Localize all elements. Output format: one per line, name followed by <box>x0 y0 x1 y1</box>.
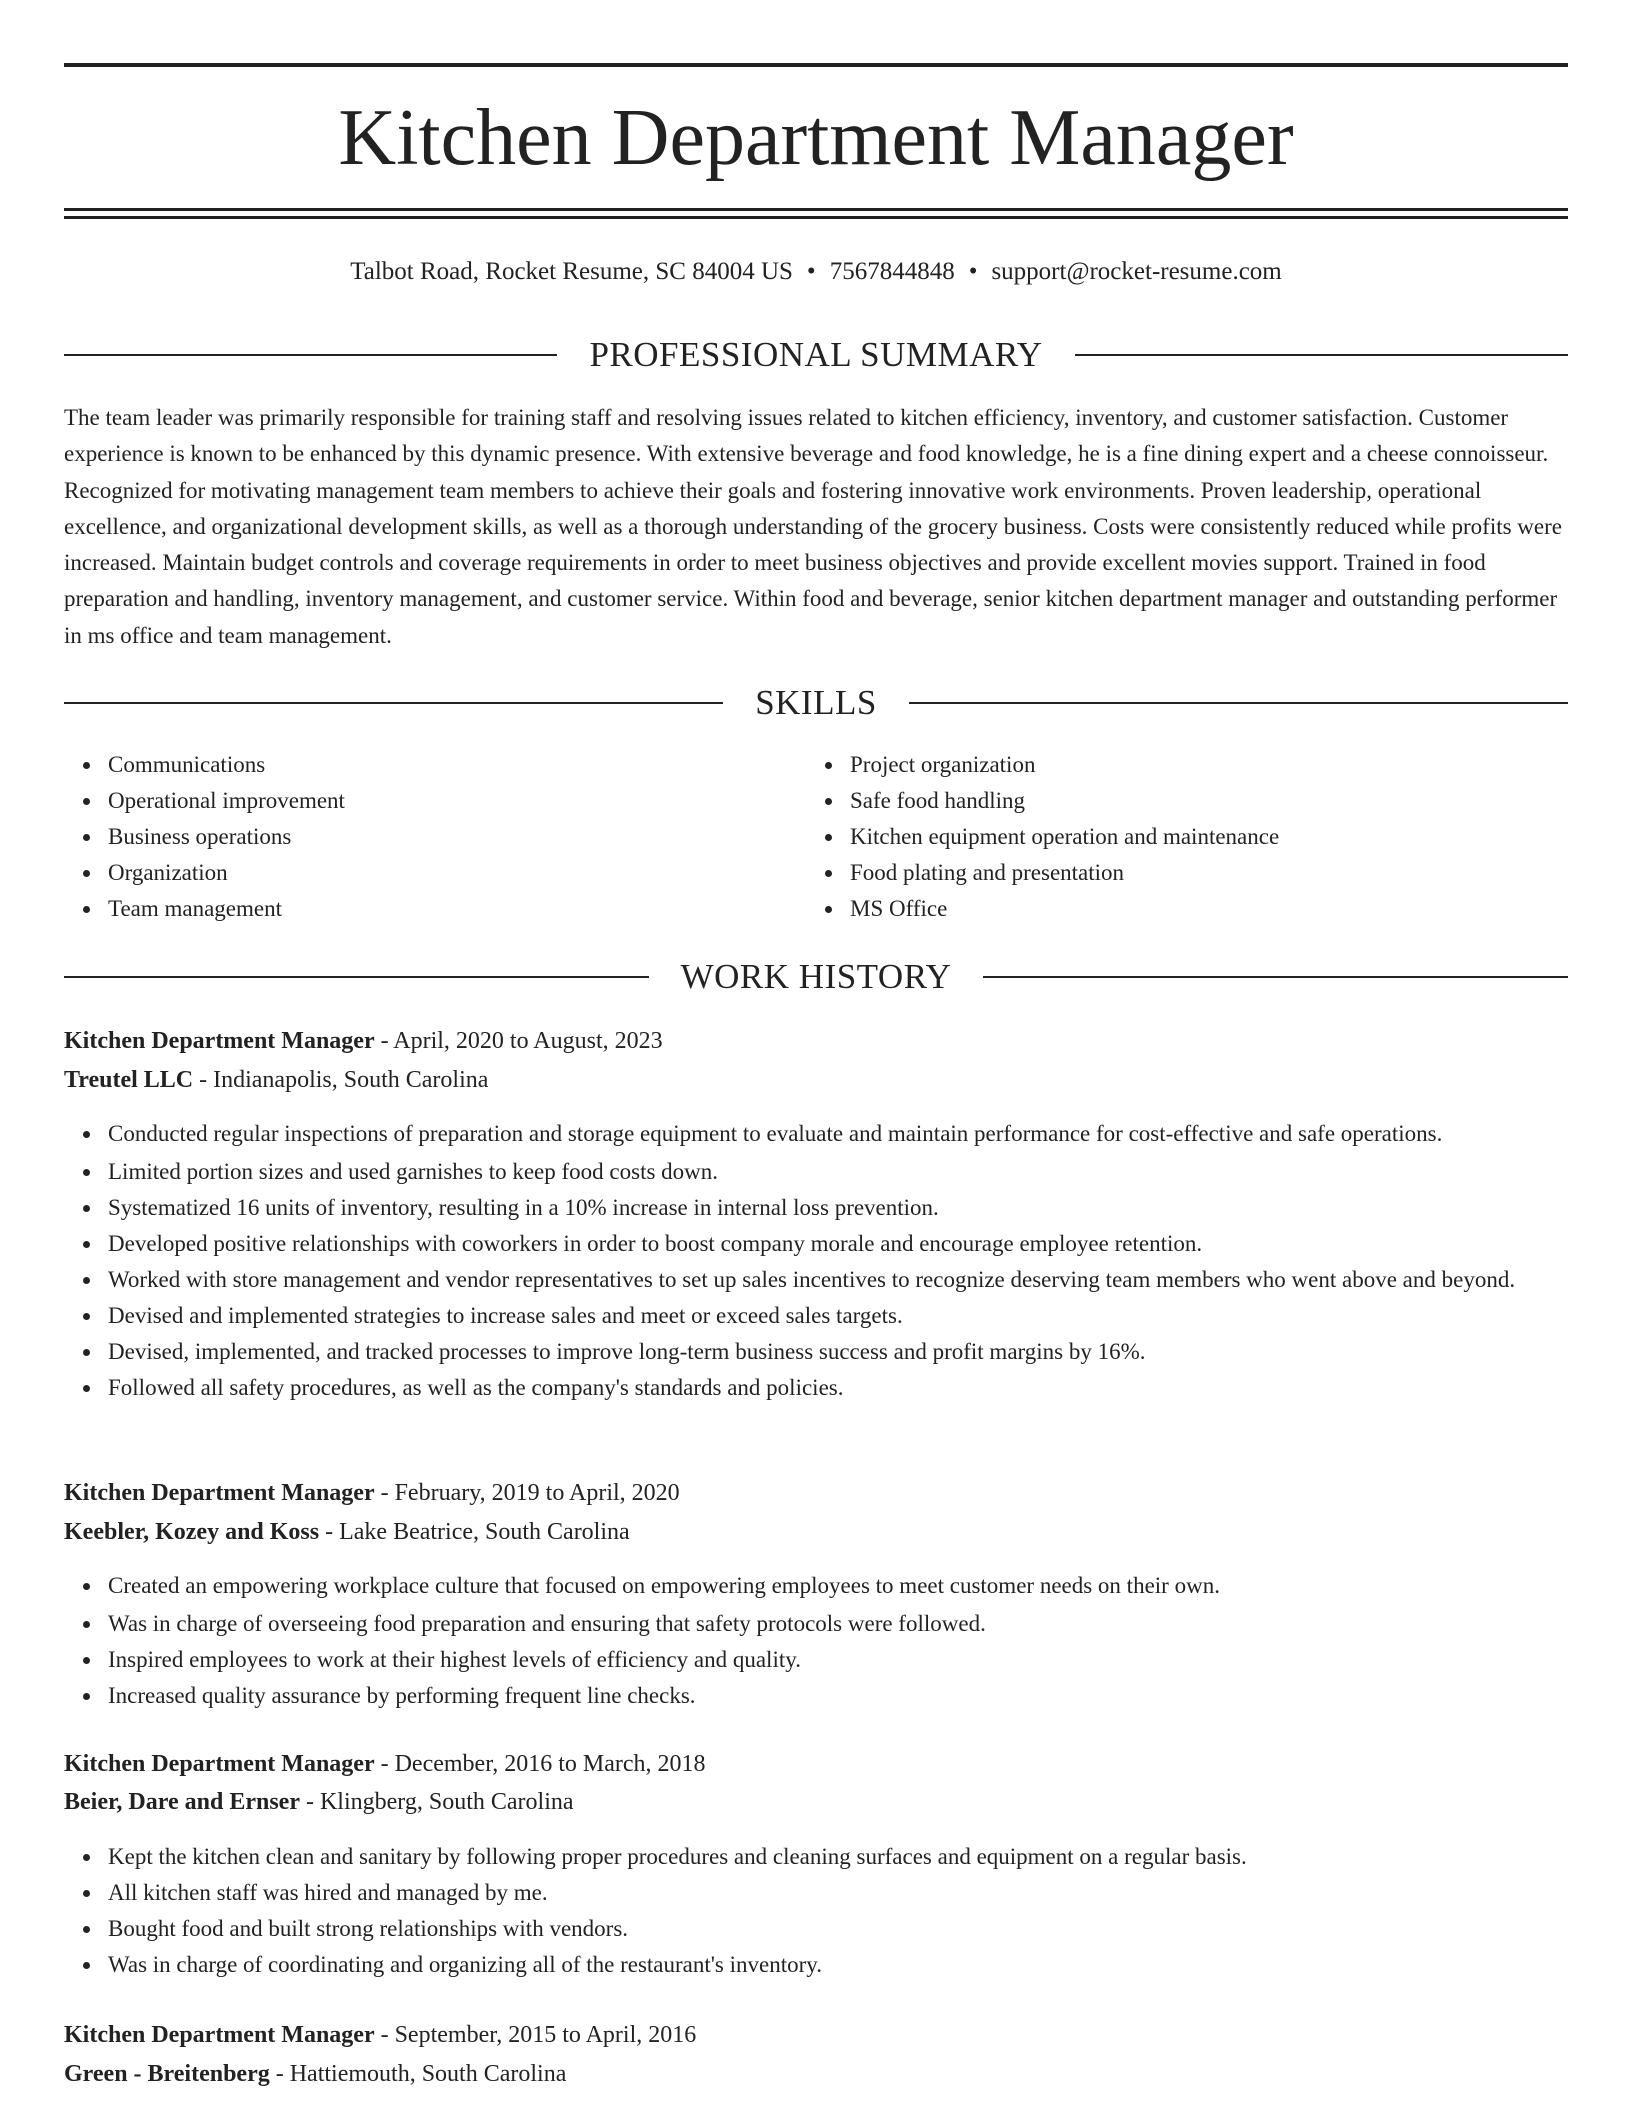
job-title-line <box>64 1022 1568 1061</box>
skill-item: Team management <box>108 891 850 927</box>
job-title-line <box>64 1745 1568 1784</box>
job-duty: Worked with store management and vendor representatives to set up sales incentives to recognize deserving team members who went above and beyond. <box>108 1262 1568 1298</box>
job-duty: Created an empowering workplace culture that focused on empowering employees to meet customer needs on their own. <box>108 1568 1568 1606</box>
job-dates: - April, 2020 to August, 2023 <box>374 1028 663 1054</box>
heading-rule-left <box>64 976 649 978</box>
heading-rule-right <box>983 976 1568 978</box>
job-company: Green - Breitenberg <box>64 2061 270 2087</box>
heading-rule-left <box>64 354 557 356</box>
job-title: Kitchen Department Manager <box>64 2022 375 2048</box>
job-duty: Bought food and built strong relationships with vendors. <box>108 1911 1568 1947</box>
job-duty: Inspired employees to work at their highest levels of efficiency and quality. <box>108 1642 1568 1678</box>
job-title: Kitchen Department Manager <box>64 1480 375 1506</box>
job-company-line <box>64 2055 1568 2094</box>
work-section-heading <box>64 955 1568 999</box>
job-duty: Followed all safety procedures, as well as the company's standards and policies. <box>108 1370 1568 1406</box>
summary-section-heading <box>64 333 1568 377</box>
job-title-line <box>64 2016 1568 2055</box>
title-rule-lower <box>64 216 1568 219</box>
summary-heading: PROFESSIONAL SUMMARY <box>589 335 1043 374</box>
job-location: - Lake Beatrice, South Carolina <box>319 1519 630 1545</box>
top-rule <box>64 63 1568 67</box>
job-company-line <box>64 1061 1568 1100</box>
job-title: Kitchen Department Manager <box>64 1028 375 1054</box>
skill-item: MS Office <box>850 891 1550 927</box>
contact-address: Talbot Road, Rocket Resume, SC 84004 US <box>350 258 793 285</box>
job-location: - Klingberg, South Carolina <box>299 1789 574 1815</box>
job-title-line <box>64 1474 1568 1513</box>
job-dates: - December, 2016 to March, 2018 <box>374 1751 706 1777</box>
work-heading: WORK HISTORY <box>680 957 952 996</box>
job-duties-list <box>108 1568 1568 1714</box>
job-duties-list <box>108 1116 1568 1406</box>
heading-rule-left <box>64 702 723 704</box>
resume-title: Kitchen Department Manager <box>338 94 1294 182</box>
job-location: - Hattiemouth, South Carolina <box>269 2061 567 2087</box>
heading-rule-right <box>909 702 1568 704</box>
job-dates: - September, 2015 to April, 2016 <box>374 2022 697 2048</box>
job-company: Treutel LLC <box>64 1067 194 1093</box>
skill-item: Organization <box>108 855 850 891</box>
job-company-line <box>64 1783 1568 1822</box>
contact-line <box>64 254 1568 290</box>
contact-email: support@rocket-resume.com <box>991 258 1282 285</box>
job-duty: Devised, implemented, and tracked processes to improve long-term business success and profit margins by 16%. <box>108 1334 1568 1370</box>
job-title: Kitchen Department Manager <box>64 1751 375 1777</box>
job-duty: Conducted regular inspections of preparation and storage equipment to evaluate and maintain performance for cost-effective and safe operations. <box>108 1116 1568 1154</box>
job-duty: All kitchen staff was hired and managed by me. <box>108 1875 1568 1911</box>
job-duty: Developed positive relationships with coworkers in order to boost company morale and encourage employee retention. <box>108 1226 1568 1262</box>
skill-item: Business operations <box>108 819 850 855</box>
job-duty: Devised and implemented strategies to increase sales and meet or exceed sales targets. <box>108 1298 1568 1334</box>
title-rule-upper <box>64 208 1568 211</box>
skill-item: Kitchen equipment operation and maintenance <box>850 819 1550 855</box>
job-duties-list <box>108 1839 1568 1983</box>
job-duty: Kept the kitchen clean and sanitary by following proper procedures and cleaning surfaces and equipment on a regular basis. <box>108 1839 1568 1875</box>
job-company: Keebler, Kozey and Koss <box>64 1519 320 1545</box>
job-dates: - February, 2019 to April, 2020 <box>374 1480 680 1506</box>
job-duty: Increased quality assurance by performing frequent line checks. <box>108 1678 1568 1714</box>
job-company-line <box>64 1513 1568 1552</box>
job-duty: Was in charge of coordinating and organizing all of the restaurant's inventory. <box>108 1947 1568 1983</box>
job-location: - Indianapolis, South Carolina <box>193 1067 489 1093</box>
contact-separator: • <box>806 258 816 285</box>
job-duty: Was in charge of overseeing food preparation and ensuring that safety protocols were followed. <box>108 1606 1568 1642</box>
contact-phone: 7567844848 <box>829 258 955 285</box>
skills-list <box>108 747 1568 927</box>
heading-rule-right <box>1075 354 1568 356</box>
skill-item: Operational improvement <box>108 783 850 819</box>
skill-item: Food plating and presentation <box>850 855 1550 891</box>
skills-heading: SKILLS <box>755 683 877 722</box>
skill-item: Project organization <box>850 747 1550 783</box>
skill-item: Communications <box>108 747 850 783</box>
summary-text: The team leader was primarily responsible for training staff and resolving issues related to kitchen efficiency, inventory, and customer satisfaction. Customer experience is known to be enhanced by this dynamic presence. With extensive beverage and food knowledge, he is a fine dining expert and a cheese connoisseur. Recognized for motivating management team members to achieve their goals and fostering innovative work environments. Proven leadership, operational excellence, and organizational development skills, as well as a thorough understanding of the grocery business. Costs were consistently reduced while profits were increased. Maintain budget controls and coverage requirements in order to meet business objectives and provide excellent movies support. Trained in food preparation and handling, inventory management, and customer service. Within food and beverage, senior kitchen department manager and outstanding performer in ms office and team management. <box>64 405 1562 648</box>
skill-item: Safe food handling <box>850 783 1550 819</box>
skills-section-heading <box>64 681 1568 725</box>
contact-separator: • <box>968 258 978 285</box>
job-company: Beier, Dare and Ernser <box>64 1789 300 1815</box>
job-duty: Limited portion sizes and used garnishes to keep food costs down. <box>108 1154 1568 1190</box>
job-duty: Systematized 16 units of inventory, resulting in a 10% increase in internal loss prevention. <box>108 1190 1568 1226</box>
